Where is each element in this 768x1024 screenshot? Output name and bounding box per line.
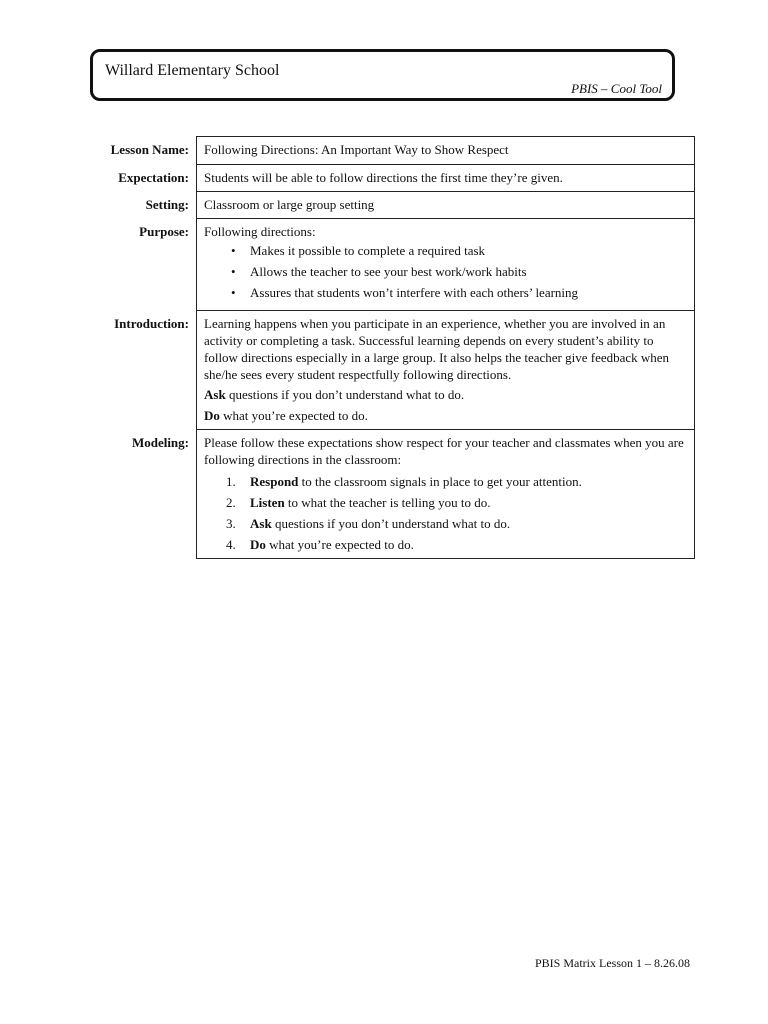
value-lesson-name: Following Directions: An Important Way to Show Respect — [197, 137, 695, 165]
value-purpose — [197, 219, 695, 311]
step-number: 1. — [226, 474, 236, 489]
bold-word: Ask — [250, 516, 272, 531]
list-item — [204, 473, 687, 490]
bold-word: Ask — [204, 387, 226, 402]
list-item — [204, 536, 687, 553]
step-text: to the classroom signals in place to get your attention. — [298, 474, 582, 489]
line-text: what you’re expected to do. — [219, 408, 368, 423]
lesson-table — [88, 136, 695, 559]
step-text: to what the teacher is telling you to do. — [284, 495, 491, 510]
row-purpose — [88, 219, 695, 311]
header-box — [90, 49, 675, 101]
value-setting: Classroom or large group setting — [197, 192, 695, 219]
step-number: 4. — [226, 537, 236, 552]
label-lesson-name: Lesson Name: — [110, 141, 189, 157]
introduction-paragraph: Learning happens when you participate in an experience, whether you are involved in an activity or completing a task. Successful learning depends on every student’s ability to follow directions especially in a large group. It also helps the teacher give feedback when she/he sees every student respectfully following directions. — [204, 316, 670, 382]
bold-word: Listen — [250, 495, 285, 510]
label-expectation: Expectation: — [118, 169, 189, 185]
introduction-line-ask — [204, 386, 687, 403]
label-setting: Setting: — [145, 196, 189, 212]
value-introduction — [197, 311, 695, 430]
value-modeling — [197, 430, 695, 559]
introduction-line-do — [204, 407, 687, 424]
row-introduction — [88, 311, 695, 430]
row-modeling — [88, 430, 695, 559]
row-lesson-name — [88, 137, 695, 165]
step-text: questions if you don’t understand what to do. — [271, 516, 511, 531]
bold-word: Do — [250, 537, 266, 552]
footer-text: PBIS Matrix Lesson 1 – 8.26.08 — [535, 956, 691, 970]
value-expectation: Students will be able to follow directions the first time they’re given. — [197, 165, 695, 192]
label-introduction: Introduction: — [114, 315, 189, 331]
list-item — [204, 515, 687, 532]
row-setting — [88, 192, 695, 219]
step-number: 3. — [226, 516, 236, 531]
school-name: Willard Elementary School — [105, 62, 280, 79]
purpose-bullets — [204, 242, 687, 301]
line-text: questions if you don’t understand what to do. — [225, 387, 465, 402]
purpose-intro: Following directions: — [204, 224, 316, 239]
modeling-intro: Please follow these expectations show respect for your teacher and classmates when you are following directions in the classroom: — [204, 435, 684, 467]
bold-word: Do — [204, 408, 220, 423]
bold-word: Respond — [250, 474, 299, 489]
label-purpose: Purpose: — [139, 223, 189, 239]
step-text: what you’re expected to do. — [265, 537, 414, 552]
modeling-steps — [204, 473, 687, 553]
list-item: • Assures that students won’t interfere with each others’ learning — [231, 284, 687, 301]
label-modeling: Modeling: — [131, 434, 189, 450]
list-item: • Makes it possible to complete a required task — [231, 242, 687, 259]
list-item — [204, 494, 687, 511]
header-tag: PBIS – Cool Tool — [571, 81, 662, 96]
row-expectation — [88, 165, 695, 192]
step-number: 2. — [226, 495, 236, 510]
list-item: • Allows the teacher to see your best work/work habits — [231, 263, 687, 280]
